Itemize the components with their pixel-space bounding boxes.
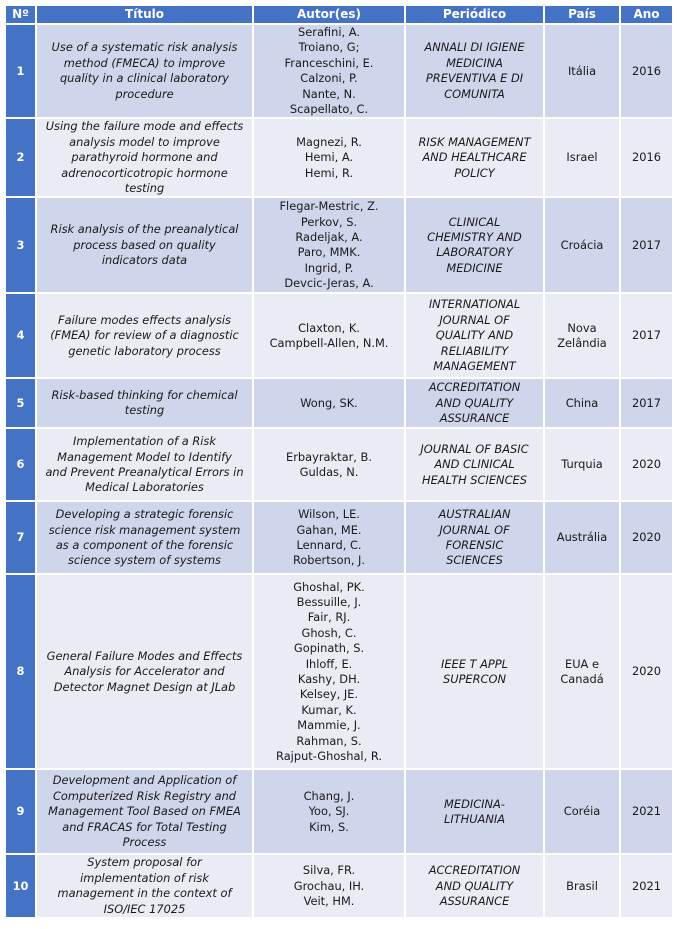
title-line: ISO/IEC 17025 bbox=[103, 901, 186, 916]
author-line: Flegar-Mestric, Z. bbox=[279, 199, 379, 214]
header-num: Nº bbox=[6, 6, 35, 23]
author-line: Bessuille, J. bbox=[296, 594, 362, 609]
country-line: Coréia bbox=[563, 804, 601, 819]
author-line: Grochau, IH. bbox=[293, 878, 365, 893]
cell-authors bbox=[254, 429, 404, 500]
country-line: Canadá bbox=[560, 671, 604, 686]
cell-title bbox=[37, 294, 252, 377]
title-line: Risk analysis of the preanalytical bbox=[50, 222, 239, 237]
journal-line: MEDICINE bbox=[446, 260, 503, 275]
header-country: País bbox=[545, 6, 619, 23]
title-line: procedure bbox=[115, 86, 174, 101]
title-line: System proposal for bbox=[87, 855, 202, 870]
cell-country bbox=[545, 575, 619, 768]
author-line: Rajput-Ghoshal, R. bbox=[276, 749, 382, 763]
country-line: Austrália bbox=[556, 530, 608, 545]
journal-line: INTERNATIONAL bbox=[428, 297, 521, 312]
title-line: Management Tool Based on FMEA bbox=[48, 804, 241, 819]
country-line: Brasil bbox=[566, 878, 598, 893]
author-line: Perkov, S. bbox=[300, 214, 358, 229]
cell-title bbox=[37, 429, 252, 500]
journal-line: LITHUANIA bbox=[443, 811, 506, 826]
table-row bbox=[6, 119, 672, 196]
cell-year: 2017 bbox=[621, 294, 672, 377]
table-body bbox=[6, 25, 672, 917]
author-line: Ghosh, C. bbox=[301, 625, 357, 640]
author-line: Fair, RJ. bbox=[307, 610, 351, 625]
title-line: Failure modes effects analysis bbox=[58, 312, 231, 327]
author-line: Chang, J. bbox=[303, 788, 355, 803]
cell-title bbox=[37, 502, 252, 573]
cell-journal bbox=[406, 379, 543, 427]
author-line: Ghoshal, PK. bbox=[293, 579, 365, 594]
row-number: 3 bbox=[6, 198, 35, 292]
table-row bbox=[6, 25, 672, 117]
author-line: Rahman, S. bbox=[296, 733, 362, 748]
title-line: Analysis for Accelerator and bbox=[64, 664, 225, 679]
header-title: Título bbox=[37, 6, 252, 23]
articles-table bbox=[4, 4, 674, 919]
cell-country bbox=[545, 502, 619, 573]
author-line: Kelsey, JE. bbox=[299, 687, 359, 702]
title-line: testing bbox=[124, 403, 165, 418]
author-line: Veit, HM. bbox=[303, 893, 355, 908]
journal-line: ACCREDITATION bbox=[428, 380, 521, 395]
title-line: analysis model to improve bbox=[69, 134, 220, 149]
country-line: Croácia bbox=[560, 237, 604, 252]
journal-line: ASSURANCE bbox=[439, 893, 510, 908]
journal-line: COMUNITA bbox=[444, 86, 505, 101]
journal-line: POLICY bbox=[454, 165, 495, 180]
header-row bbox=[6, 6, 672, 23]
title-line: implementation of risk bbox=[80, 870, 209, 885]
table-row bbox=[6, 502, 672, 573]
author-line: Kashy, DH. bbox=[297, 671, 361, 686]
title-line: Computerized Risk Registry and bbox=[52, 788, 237, 803]
row-number: 6 bbox=[6, 429, 35, 500]
author-line: Magnezi, R. bbox=[296, 134, 362, 149]
journal-line: QUALITY AND bbox=[435, 328, 514, 343]
title-line: Detector Magnet Design at JLab bbox=[53, 679, 236, 694]
journal-line: ASSURANCE bbox=[439, 411, 510, 426]
header-authors: Autor(es) bbox=[254, 6, 404, 23]
title-line: and Prevent Preanalytical Errors in bbox=[45, 464, 244, 479]
title-line: science risk management system bbox=[48, 522, 241, 537]
journal-line: PREVENTIVA E DI bbox=[425, 71, 524, 86]
country-line: China bbox=[565, 395, 599, 410]
title-line: Risk-based thinking for chemical bbox=[51, 388, 238, 403]
cell-journal bbox=[406, 575, 543, 768]
header-journal: Periódico bbox=[406, 6, 543, 23]
cell-country bbox=[545, 770, 619, 853]
author-line: Hemi, A. bbox=[304, 150, 354, 165]
cell-authors bbox=[254, 198, 404, 292]
author-line: Silva, FR. bbox=[302, 863, 356, 878]
cell-country bbox=[545, 294, 619, 377]
cell-authors bbox=[254, 855, 404, 917]
author-line: Ingrid, P. bbox=[304, 260, 354, 275]
author-line: Troiano, G; bbox=[298, 40, 360, 55]
author-line: Lennard, C. bbox=[296, 537, 362, 552]
title-line: as a component of the forensic bbox=[55, 537, 234, 552]
cell-journal bbox=[406, 119, 543, 196]
cell-country bbox=[545, 25, 619, 117]
cell-title bbox=[37, 855, 252, 917]
journal-line: AND QUALITY bbox=[435, 395, 514, 410]
title-line: Using the failure mode and effects bbox=[45, 119, 244, 134]
author-line: Hemi, R. bbox=[304, 165, 354, 180]
journal-line: MEDICINA- bbox=[444, 796, 505, 811]
title-line: Process bbox=[122, 835, 167, 850]
row-number: 2 bbox=[6, 119, 35, 196]
author-line: Radeljak, A. bbox=[295, 230, 363, 245]
title-line: quality in a clinical laboratory bbox=[59, 71, 230, 86]
journal-line: HEALTH SCIENCES bbox=[422, 472, 527, 487]
cell-country bbox=[545, 855, 619, 917]
author-line: Kumar, K. bbox=[301, 702, 357, 717]
country-line: Israel bbox=[566, 150, 598, 165]
title-line: and FRACAS for Total Testing bbox=[62, 819, 227, 834]
cell-country bbox=[545, 379, 619, 427]
journal-line: JOURNAL OF bbox=[439, 312, 510, 327]
cell-country bbox=[545, 198, 619, 292]
country-line: Nova bbox=[567, 320, 597, 335]
cell-year: 2020 bbox=[621, 429, 672, 500]
cell-authors bbox=[254, 379, 404, 427]
table-row bbox=[6, 379, 672, 427]
title-line: adrenocorticotropic hormone bbox=[61, 165, 228, 180]
cell-authors bbox=[254, 770, 404, 853]
author-line: Serafini, A. bbox=[298, 25, 360, 39]
table-row bbox=[6, 770, 672, 853]
author-line: Wong, SK. bbox=[300, 395, 358, 410]
cell-journal bbox=[406, 855, 543, 917]
cell-year: 2020 bbox=[621, 575, 672, 768]
journal-line: CHEMISTRY AND bbox=[427, 230, 522, 245]
table-row bbox=[6, 575, 672, 768]
author-line: Guldas, N. bbox=[299, 464, 359, 479]
cell-title bbox=[37, 198, 252, 292]
author-line: Gahan, ME. bbox=[296, 522, 362, 537]
title-line: process based on quality bbox=[73, 237, 216, 252]
row-number: 7 bbox=[6, 502, 35, 573]
row-number: 5 bbox=[6, 379, 35, 427]
country-line: Zelândia bbox=[557, 335, 607, 350]
author-line: Campbell-Allen, N.M. bbox=[269, 335, 389, 350]
country-line: Turquia bbox=[561, 457, 603, 472]
journal-line: RISK MANAGEMENT bbox=[418, 134, 531, 149]
title-line: Management Model to Identify bbox=[57, 449, 232, 464]
cell-authors bbox=[254, 575, 404, 768]
country-line: Itália bbox=[567, 63, 597, 78]
cell-title bbox=[37, 575, 252, 768]
title-line: science system of systems bbox=[68, 553, 221, 568]
author-line: Calzoni, P. bbox=[300, 71, 358, 86]
cell-journal bbox=[406, 294, 543, 377]
author-line: Ihloff, E. bbox=[305, 656, 353, 671]
cell-journal bbox=[406, 770, 543, 853]
title-line: General Failure Modes and Effects bbox=[46, 648, 243, 663]
author-line: Erbayraktar, B. bbox=[286, 449, 372, 464]
author-line: Devcic-Jeras, A. bbox=[284, 276, 374, 291]
author-line: Claxton, K. bbox=[298, 320, 360, 335]
journal-line: MANAGEMENT bbox=[433, 359, 516, 374]
title-line: Implementation of a Risk bbox=[73, 434, 216, 449]
row-number: 10 bbox=[6, 855, 35, 917]
cell-authors bbox=[254, 294, 404, 377]
cell-title bbox=[37, 379, 252, 427]
journal-line: SUPERCON bbox=[443, 671, 506, 686]
cell-authors bbox=[254, 119, 404, 196]
journal-line: MEDICINA bbox=[446, 55, 503, 70]
title-line: (FMEA) for review of a diagnostic bbox=[50, 328, 239, 343]
journal-line: IEEE T APPL bbox=[440, 656, 509, 671]
journal-line: AUSTRALIAN bbox=[438, 507, 511, 522]
journal-line: SCIENCES bbox=[446, 553, 503, 568]
title-line: testing bbox=[124, 181, 165, 196]
cell-year: 2016 bbox=[621, 25, 672, 117]
country-line: EUA e bbox=[565, 656, 599, 671]
cell-authors bbox=[254, 25, 404, 117]
cell-year: 2020 bbox=[621, 502, 672, 573]
journal-line: CLINICAL bbox=[448, 214, 501, 229]
author-line: Paro, MMK. bbox=[297, 245, 361, 260]
journal-line: AND HEALTHCARE bbox=[422, 150, 527, 165]
title-line: method (FMECA) to improve bbox=[63, 55, 226, 70]
cell-journal bbox=[406, 198, 543, 292]
author-line: Franceschini, E. bbox=[284, 55, 374, 70]
author-line: Kim, S. bbox=[309, 819, 349, 834]
title-line: Development and Application of bbox=[52, 773, 237, 788]
journal-line: AND QUALITY bbox=[435, 878, 514, 893]
journal-line: FORENSIC bbox=[445, 537, 504, 552]
title-line: Use of a systematic risk analysis bbox=[51, 40, 238, 55]
journal-line: JOURNAL OF BASIC bbox=[420, 441, 529, 456]
author-line: Wilson, LE. bbox=[298, 507, 360, 522]
author-line: Scapellato, C. bbox=[289, 102, 369, 117]
journal-line: ACCREDITATION bbox=[428, 863, 521, 878]
title-line: management in the context of bbox=[57, 886, 232, 901]
cell-title bbox=[37, 25, 252, 117]
cell-authors bbox=[254, 502, 404, 573]
author-line: Robertson, J. bbox=[292, 553, 366, 568]
table-row bbox=[6, 855, 672, 917]
table-row bbox=[6, 198, 672, 292]
journal-line: ANNALI DI IGIENE bbox=[424, 40, 525, 55]
cell-journal bbox=[406, 429, 543, 500]
cell-year: 2021 bbox=[621, 770, 672, 853]
cell-title bbox=[37, 770, 252, 853]
title-line: genetic laboratory process bbox=[68, 343, 221, 358]
journal-line: JOURNAL OF bbox=[439, 522, 510, 537]
header-year: Ano bbox=[621, 6, 672, 23]
cell-year: 2021 bbox=[621, 855, 672, 917]
cell-title bbox=[37, 119, 252, 196]
cell-journal bbox=[406, 502, 543, 573]
journal-line: RELIABILITY bbox=[440, 343, 509, 358]
author-line: Gopinath, S. bbox=[293, 641, 365, 656]
cell-country bbox=[545, 429, 619, 500]
row-number: 1 bbox=[6, 25, 35, 117]
table-row bbox=[6, 294, 672, 377]
row-number: 9 bbox=[6, 770, 35, 853]
author-line: Nante, N. bbox=[302, 86, 356, 101]
title-line: indicators data bbox=[101, 253, 188, 268]
author-line: Yoo, SJ. bbox=[308, 804, 350, 819]
cell-country bbox=[545, 119, 619, 196]
title-line: Medical Laboratories bbox=[85, 480, 204, 495]
cell-year: 2016 bbox=[621, 119, 672, 196]
cell-year: 2017 bbox=[621, 379, 672, 427]
title-line: Developing a strategic forensic bbox=[55, 507, 234, 522]
cell-journal bbox=[406, 25, 543, 117]
cell-year: 2017 bbox=[621, 198, 672, 292]
author-line: Mammie, J. bbox=[297, 718, 361, 733]
row-number: 4 bbox=[6, 294, 35, 377]
journal-line: LABORATORY bbox=[436, 245, 513, 260]
row-number: 8 bbox=[6, 575, 35, 768]
title-line: parathyroid hormone and bbox=[71, 150, 218, 165]
table-row bbox=[6, 429, 672, 500]
journal-line: AND CLINICAL bbox=[434, 457, 515, 472]
